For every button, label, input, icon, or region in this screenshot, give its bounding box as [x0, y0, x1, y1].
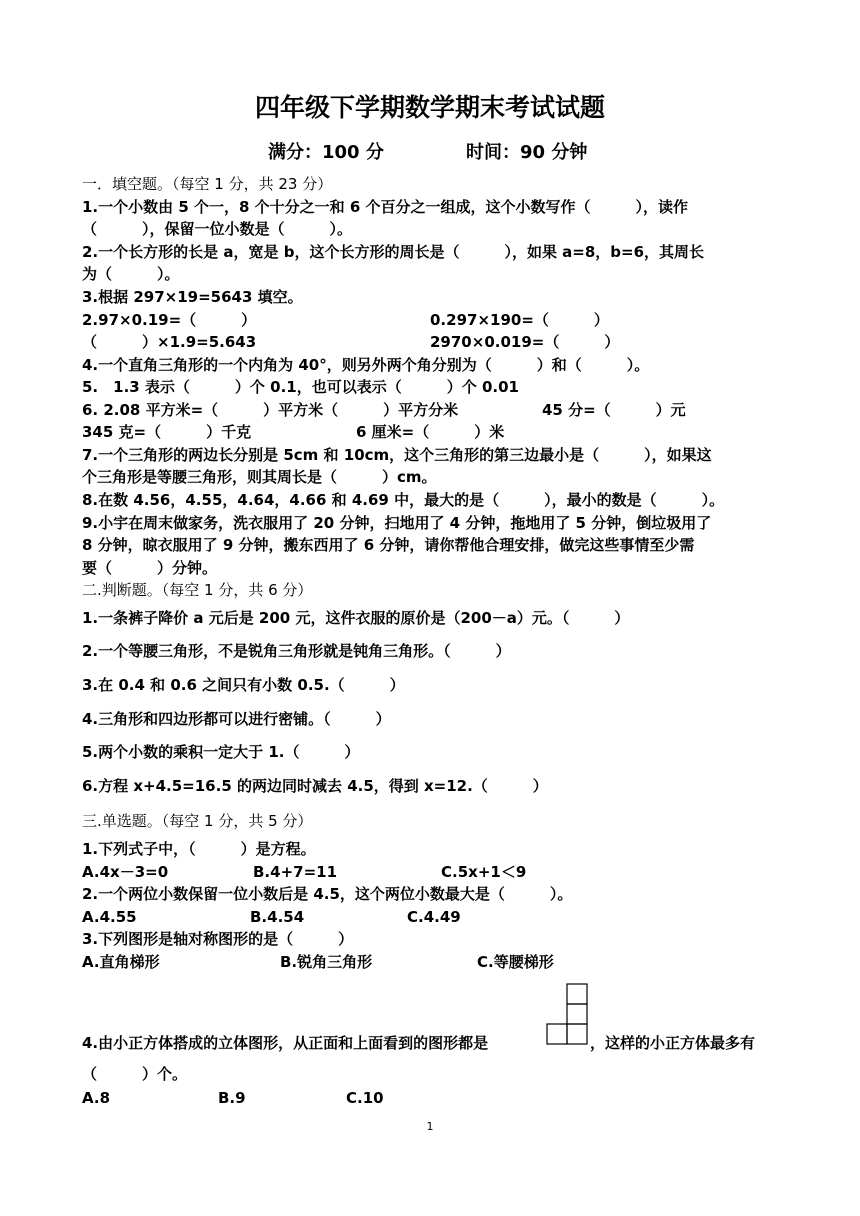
- question-line: 1.一个小数由 5 个一，8 个十分之一和 6 个百分之一组成，这个小数写作（ ），读作: [82, 198, 689, 216]
- full-score: 满分：100 分: [268, 142, 384, 163]
- choice-c: C.5x+1＜9: [441, 863, 527, 881]
- section-heading-multiple-choice: 三.单选题。（每空 1 分，共 5 分）: [82, 812, 313, 830]
- question-line: 个三角形是等腰三角形，则其周长是（ ）cm。: [82, 468, 437, 486]
- choice-a: A.4x－3=0: [82, 863, 169, 881]
- question-line: 5.两个小数的乘积一定大于 1.（ ）: [82, 743, 360, 761]
- page-title: 四年级下学期数学期末考试试题: [254, 93, 605, 122]
- question-line: 4.由小正方体搭成的立体图形，从正面和上面看到的图形都是: [82, 1034, 489, 1052]
- choice-c: C.4.49: [407, 908, 461, 926]
- question-line: 3.在 0.4 和 0.6 之间只有小数 0.5.（ ）: [82, 676, 405, 694]
- choice-a: A.4.55: [82, 908, 137, 926]
- question-line: 要（ ）分钟。: [82, 559, 218, 577]
- choice-a: A.8: [82, 1089, 111, 1107]
- question-line: 5. 1.3 表示（ ）个 0.1，也可以表示（ ）个 0.01: [82, 378, 519, 396]
- question-line: 7.一个三角形的两边长分别是 5cm 和 10cm，这个三角形的第三边最小是（ ），如果这: [82, 446, 712, 464]
- question-line: 4.三角形和四边形都可以进行密铺。（ ）: [82, 710, 391, 728]
- question-line: 3.下列图形是轴对称图形的是（ ）: [82, 930, 354, 948]
- question-line: 8 分钟，晾衣服用了 9 分钟，搬东西用了 6 分钟，请你帮他合理安排，做完这些事情至少需: [82, 536, 695, 554]
- question-line: （ ），保留一位小数是（ ）。: [82, 220, 353, 238]
- question-line: 6.方程 x+4.5=16.5 的两边同时减去 4.5，得到 x=12.（ ）: [82, 777, 548, 795]
- choice-b: B.锐角三角形: [280, 953, 373, 971]
- choice-c: C.10: [346, 1089, 384, 1107]
- question-line: 为（ ）。: [82, 265, 180, 283]
- question-line: （ ）个。: [82, 1065, 188, 1083]
- choice-b: B.4+7=11: [253, 863, 338, 881]
- question-line: 9.小宇在周末做家务，洗衣服用了 20 分钟，扫地用了 4 分钟，拖地用了 5 分钟，倒垃圾用了: [82, 514, 712, 532]
- exam-time: 时间：90 分钟: [466, 142, 588, 163]
- question-line: 0.297×190=（ ）: [430, 311, 609, 329]
- question-line: 2.一个长方形的长是 a，宽是 b，这个长方形的周长是（ ），如果 a=8，b=6，其周长: [82, 243, 705, 261]
- question-line: 45 分=（ ）元: [542, 401, 686, 419]
- section-heading-fill-blank: 一．填空题。（每空 1 分，共 23 分）: [82, 175, 333, 193]
- question-line: 6 厘米=（ ）米: [356, 423, 505, 441]
- section-heading-true-false: 二.判断题。（每空 1 分，共 6 分）: [82, 581, 313, 599]
- choice-b: B.9: [218, 1089, 246, 1107]
- question-line: 2970×0.019=（ ）: [430, 333, 620, 351]
- question-line: 4.一个直角三角形的一个内角为 40°，则另外两个角分别为（ ）和（ ）。: [82, 356, 650, 374]
- question-line: 2.一个两位小数保留一位小数后是 4.5，这个两位小数最大是（ ）。: [82, 885, 573, 903]
- choice-a: A.直角梯形: [82, 953, 160, 971]
- question-line: 8.在数 4.56，4.55，4.64，4.66 和 4.69 中，最大的是（ ），最小的数是（ ）。: [82, 491, 725, 509]
- question-line: 345 克=（ ）千克: [82, 423, 252, 441]
- question-line: 2.一个等腰三角形，不是锐角三角形就是钝角三角形。（ ）: [82, 642, 511, 660]
- choice-b: B.4.54: [250, 908, 305, 926]
- cube-view-figure: [546, 983, 588, 1046]
- question-line: 1.一条裤子降价 a 元后是 200 元，这件衣服的原价是（200－a）元。（ ）: [82, 609, 630, 627]
- question-line: 3.根据 297×19=5643 填空。: [82, 288, 303, 306]
- question-line: 2.97×0.19=（ ）: [82, 311, 257, 329]
- page-number: 1: [426, 1120, 434, 1133]
- question-line: 6. 2.08 平方米=（ ）平方米（ ）平方分米: [82, 401, 459, 419]
- choice-c: C.等腰梯形: [477, 953, 554, 971]
- question-line: （ ）×1.9=5.643: [82, 333, 257, 351]
- question-line: ，这样的小正方体最多有: [590, 1034, 756, 1052]
- question-line: 1.下列式子中，（ ）是方程。: [82, 840, 316, 858]
